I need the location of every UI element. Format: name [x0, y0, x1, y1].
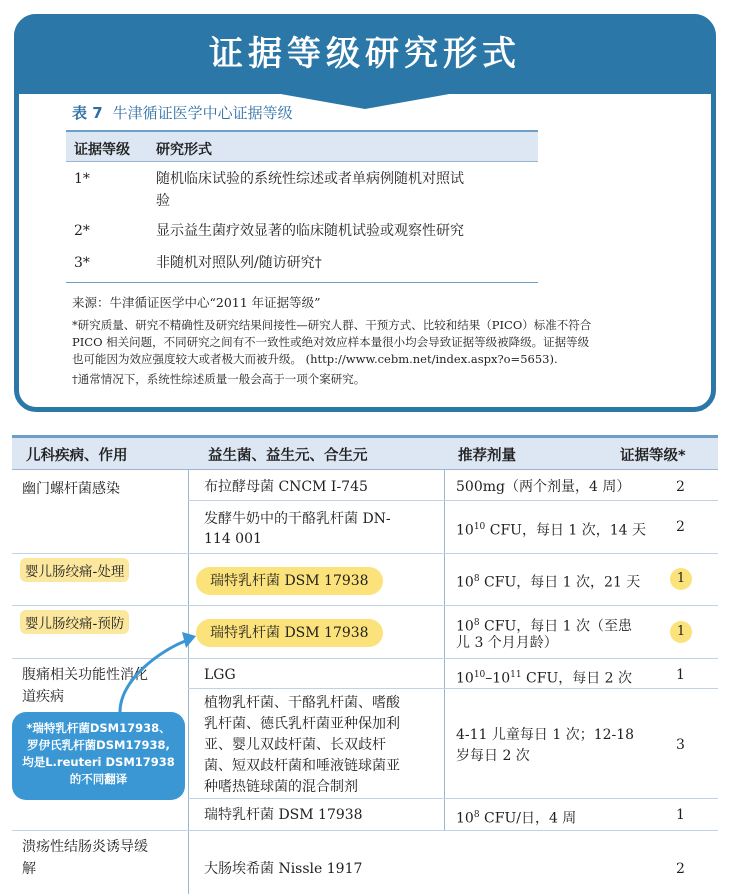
table7-row3-form: 非随机对照队列/随访研究† — [156, 255, 322, 271]
table7-note-l1: *研究质量、研究不精确性及研究结果间接性—研究人群、干预方式、比较和结果（PICO）标准不符合 — [72, 318, 592, 332]
hpylori-disease: 幽门螺杆菌感染 — [22, 481, 120, 497]
header-disease: 儿科疾病、作用 — [26, 448, 128, 464]
table7-label: 表 7 — [72, 104, 103, 122]
colitis-level: 2 — [676, 861, 685, 877]
row-line — [12, 830, 718, 831]
table7-caption — [72, 102, 293, 123]
colic-treat-disease: 婴儿肠绞痛-处理 — [20, 558, 129, 582]
banner-title: 证据等级研究形式 — [209, 34, 521, 74]
row-line — [188, 798, 718, 799]
table7-row2-level: 2* — [74, 223, 90, 239]
abdominal-r2-probiotic-l2: 乳杆菌、德氏乳杆菌亚种保加利 — [204, 716, 400, 732]
col-divider-2 — [444, 470, 445, 830]
colic-treat-dose: $10^8$ CFU，每日 1 次，21 天 — [456, 574, 641, 591]
table7-note-dagger: †通常情况下，系统性综述质量一般会高于一项个案研究。 — [72, 372, 366, 386]
colic-treat-probiotic: 瑞特乳杆菌 DSM 17938 — [196, 567, 383, 595]
row-line — [188, 688, 718, 689]
translation-callout — [12, 712, 185, 800]
colitis-disease-l2: 解 — [22, 861, 36, 877]
colic-prevent-dose-l1: $10^8$ CFU，每日 1 次（至患 — [456, 618, 633, 635]
colic-prevent-level: 1 — [670, 621, 692, 643]
hpylori-r1-dose: 500mg（两个剂量，4 周） — [456, 479, 631, 495]
callout-line-1: *瑞特乳杆菌DSM17938、 — [26, 721, 171, 735]
colitis-disease-l1: 溃疡性结肠炎诱导缓 — [22, 839, 148, 855]
table7-title: 牛津循证医学中心证据等级 — [112, 104, 293, 122]
abdominal-r2-level: 3 — [676, 737, 685, 753]
abdominal-r1-level: 1 — [676, 667, 685, 683]
abdominal-r2-probiotic-l3: 亚、婴儿双歧杆菌、长双歧杆 — [204, 737, 386, 753]
table7-row2-form: 显示益生菌疗效显著的临床随机试验或观察性研究 — [156, 223, 464, 239]
abdominal-r2-probiotic-l5: 种嗜热链球菌的混合制剂 — [204, 779, 358, 795]
hpylori-r2-probiotic-l2: 114 001 — [204, 531, 262, 547]
abdominal-r3-dose: $10^8$ CFU/日，4 周 — [456, 810, 577, 827]
row-line — [12, 658, 718, 659]
table7-bottom-rule — [66, 282, 538, 283]
abdominal-r1-probiotic: LGG — [204, 667, 236, 683]
abdominal-disease-l2: 道疾病 — [22, 689, 64, 705]
hpylori-r2-level: 2 — [676, 519, 685, 535]
callout-line-2: 罗伊氏乳杆菌DSM17938, — [27, 738, 170, 752]
abdominal-r2-dose-l2: 岁每日 2 次 — [456, 748, 530, 764]
abdominal-r3-probiotic: 瑞特乳杆菌 DSM 17938 — [204, 807, 363, 823]
header-level: 证据等级* — [620, 448, 686, 464]
colic-prevent-dose-l2: 儿 3 个月月龄） — [456, 635, 558, 651]
table7-note-l2: PICO 相关问题，不同研究之间有不一致性或绝对效应样本量很小均会导致证据等级被降级。证据等级 — [72, 335, 590, 349]
table-header-row — [12, 438, 718, 470]
banner-notch — [275, 93, 455, 109]
hpylori-r1-level: 2 — [676, 479, 685, 495]
colic-prevent-disease: 婴儿肠绞痛-预防 — [20, 610, 129, 634]
colic-treat-level: 1 — [670, 568, 692, 590]
abdominal-disease-l1: 腹痛相关功能性消化 — [22, 667, 148, 683]
abdominal-r1-dose: $10^{10}-10^{11}$ CFU，每日 2 次 — [456, 670, 633, 687]
table7-source: 来源：牛津循证医学中心“2011 年证据等级” — [72, 295, 321, 310]
abdominal-r2-dose-l1: 4-11 儿童每日 1 次；12-18 — [456, 727, 635, 743]
row-line — [188, 500, 718, 501]
hpylori-r2-probiotic-l1: 发酵牛奶中的干酪乳杆菌 DN- — [204, 511, 391, 527]
table7-row1-level: 1* — [74, 171, 90, 187]
colic-prevent-probiotic: 瑞特乳杆菌 DSM 17938 — [196, 619, 383, 647]
header-dose: 推荐剂量 — [458, 448, 516, 464]
abdominal-r2-probiotic-l1: 植物乳杆菌、干酪乳杆菌、嗜酸 — [204, 695, 400, 711]
hpylori-r2-dose: $10^{10}$ CFU，每日 1 次，14 天 — [456, 522, 647, 539]
callout-line-4: 的不同翻译 — [69, 772, 128, 786]
hpylori-r1-probiotic: 布拉酵母菌 CNCM I-745 — [204, 479, 368, 495]
row-line — [12, 605, 718, 606]
table7-note-l3: 也可能因为效应强度较大或者极大而被升级。 (http://www.cebm.net/index.aspx?o=5653). — [72, 352, 558, 366]
colitis-probiotic: 大肠埃希菌 Nissle 1917 — [204, 861, 363, 877]
table7-row1-form-l2: 验 — [156, 193, 170, 209]
abdominal-r2-probiotic-l4: 菌、短双歧杆菌和唾液链球菌亚 — [204, 758, 400, 774]
row-line — [12, 553, 718, 554]
table7-header-level: 证据等级 — [74, 142, 130, 158]
abdominal-r3-level: 1 — [676, 807, 685, 823]
table7-header-row — [66, 132, 538, 162]
table7-row3-level: 3* — [74, 255, 90, 271]
table7-row1-form-l1: 随机临床试验的系统性综述或者单病例随机对照试 — [156, 171, 464, 187]
table7-header-form: 研究形式 — [156, 142, 212, 158]
header-probiotic: 益生菌、益生元、合生元 — [208, 448, 368, 464]
callout-line-3: 均是L.reuteri DSM17938 — [22, 755, 175, 769]
